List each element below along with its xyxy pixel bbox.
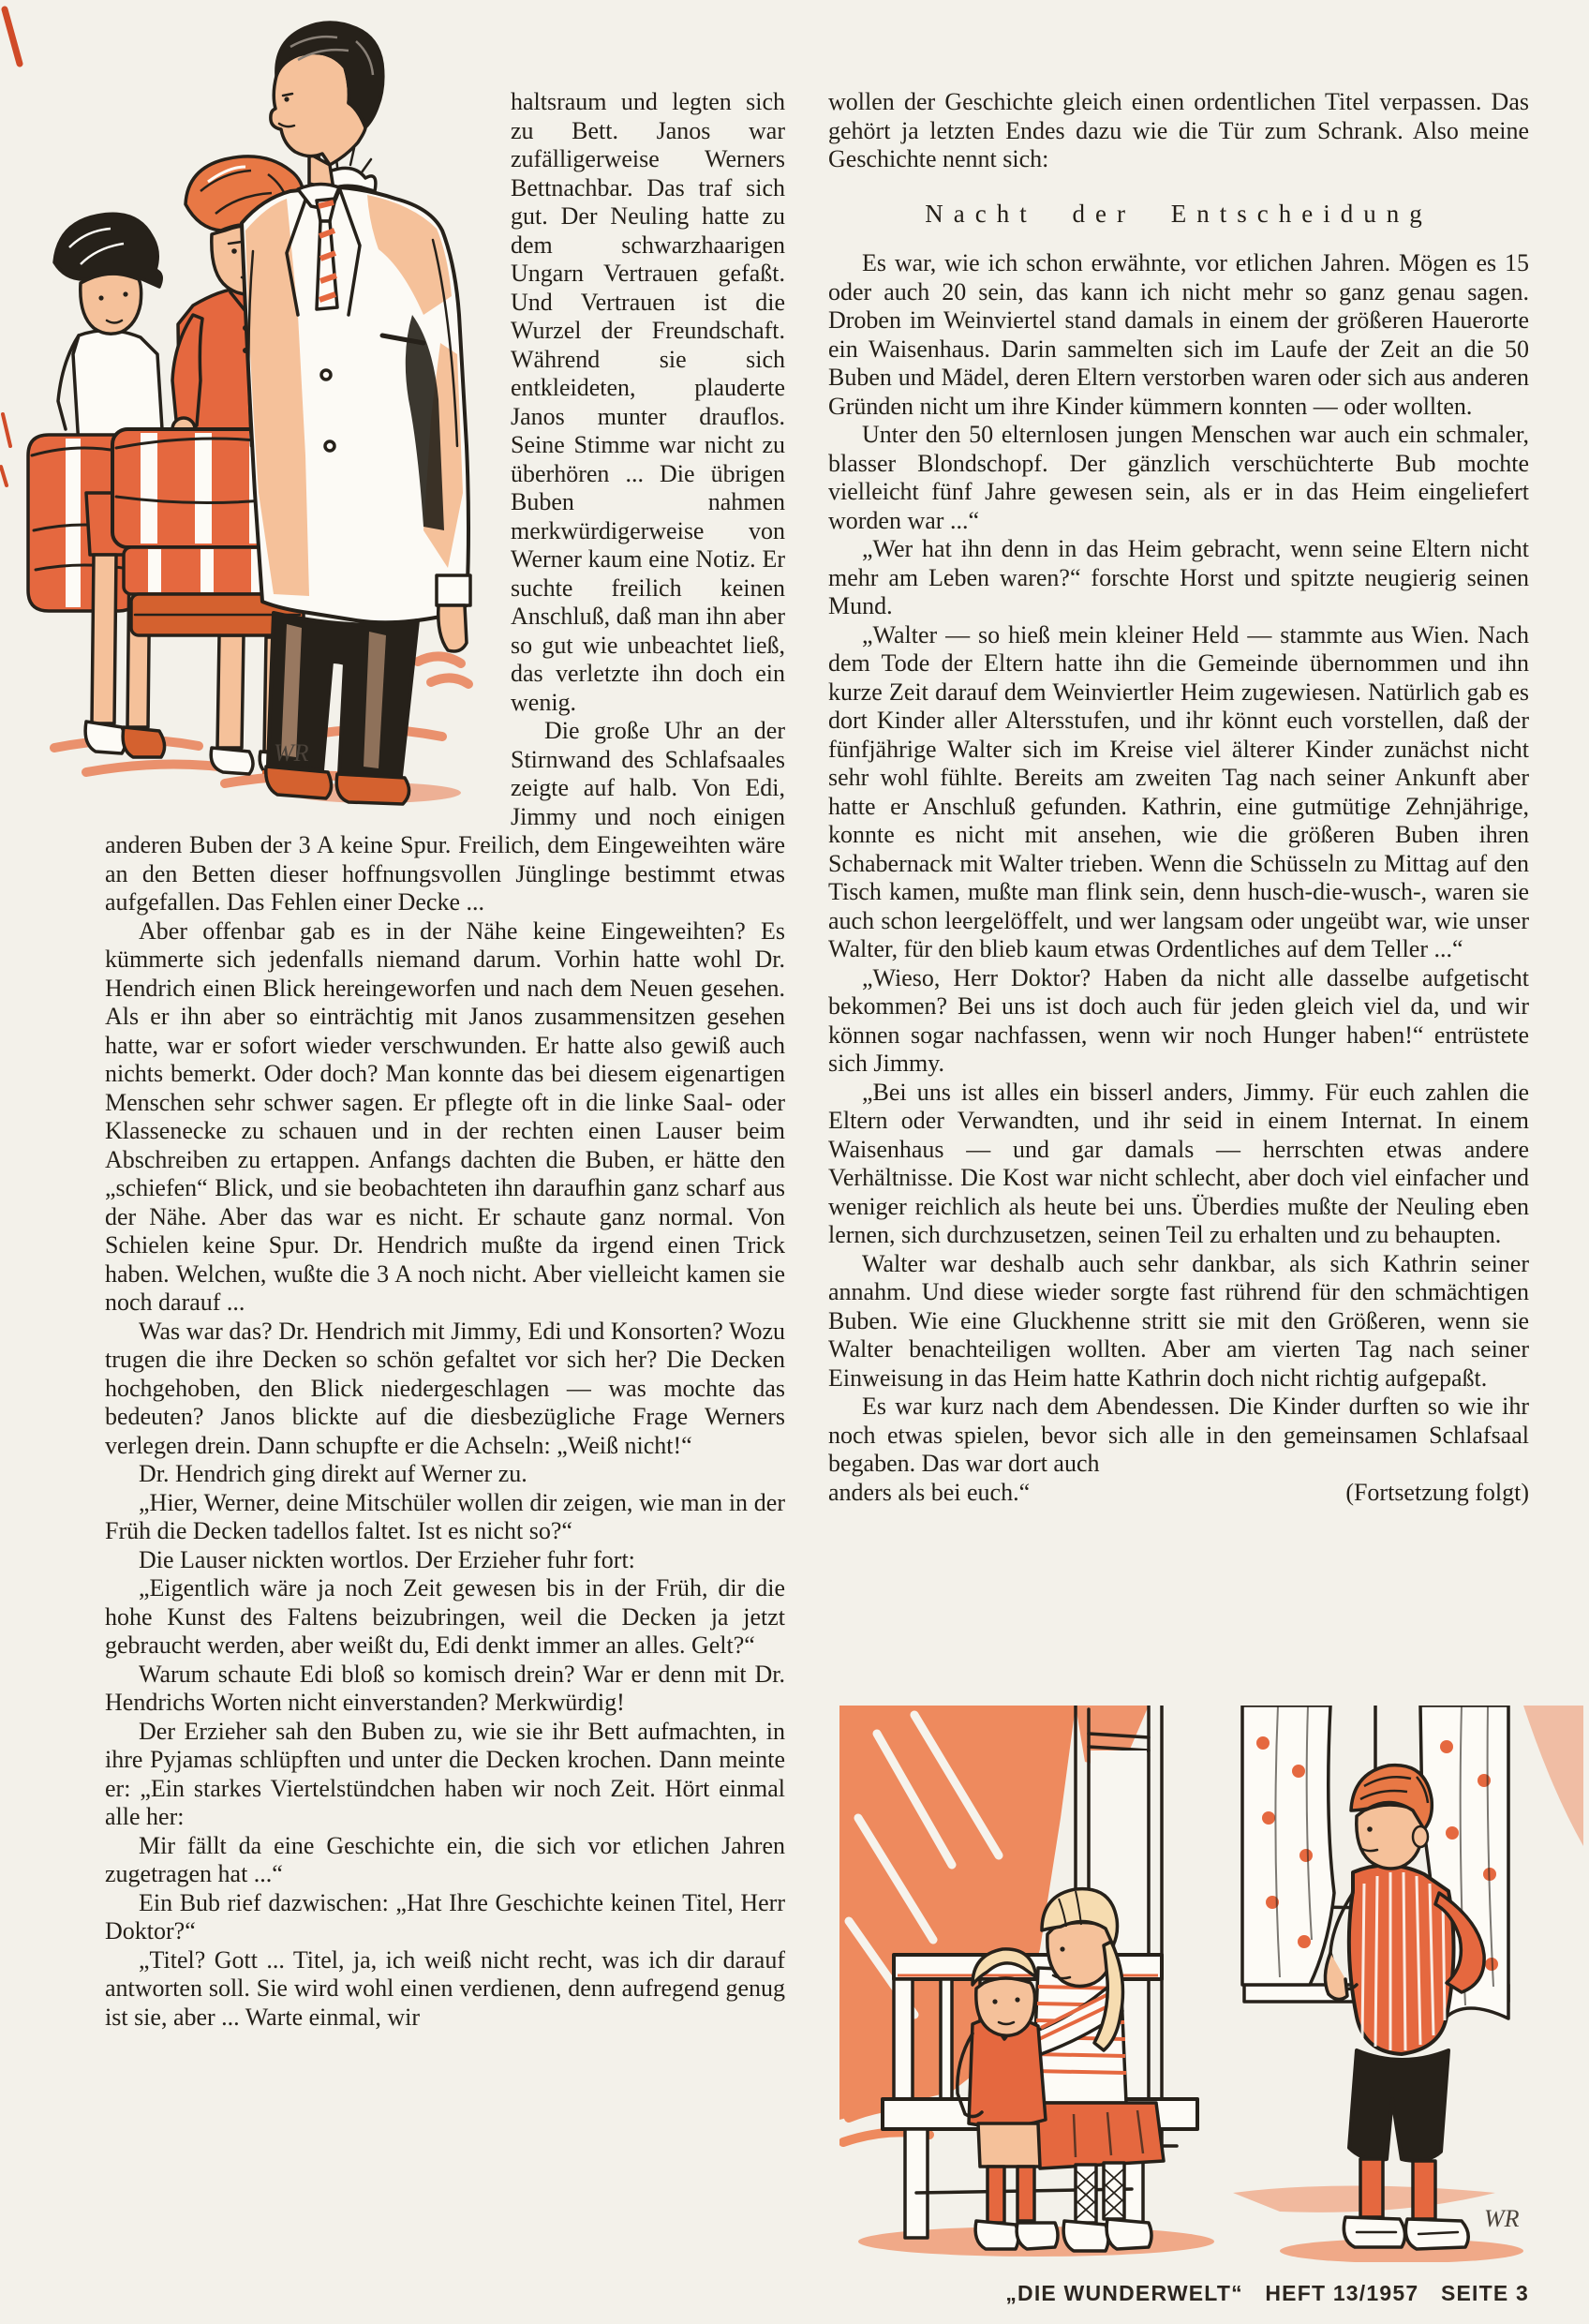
artist-signature: WR [274,739,309,767]
story-last-line [828,1479,1529,1508]
story-paragraph: wollen der Geschichte gleich einen ordentlichen Titel verpassen. Das gehört ja letzten Endes dazu wie die Tür zum Schrank. Also meine Geschichte nennt sich: [828,88,1529,172]
story-paragraph: Es war kurz nach dem Abendessen. Die Kinder durften so wie ihr noch etwas spielen, bevor sich alle in den gemeinsamen Schlafsaal begaben. Das war dort auch [828,1393,1529,1477]
story-title: Nacht der Entscheidung [925,199,1433,228]
curtain-left [1242,1706,1334,1985]
story-paragraph: Ein Bub rief dazwischen: „Hat Ihre Geschichte keinen Titel, Herr Doktor?“ [105,1888,785,1944]
story-paragraph: „Hier, Werner, deine Mitschüler wollen dir zeigen, wie man in der Früh die Decken tadellos faltet. Ist es nicht so?“ [105,1488,785,1544]
story-paragraph: Warum schaute Edi bloß so komisch drein? War er denn mit Dr. Hendrichs Worten nicht einverstanden? Merkwürdig! [105,1660,785,1716]
page-number: SEITE 3 [1440,2281,1529,2305]
story-paragraph: „Walter — so hieß mein kleiner Held — stammte aus Wien. Nach dem Tode der Eltern hatte ihn die Gemeinde übernommen und ihn kurze Zeit darauf dem Weinviertler Heim zugewiesen. Natürlich gab es dort Kinder aller Altersstufen, und ihr könnt euch vorstellen, daß der fünfjährige Walter sich im Kreise viel älterer Kinder zunächst nicht sehr wohl fühlte. Bereits am zweiten Tag nach seiner Ankunft aber hatte er Anschluß gefunden. Kathrin, eine gutmütige Zehnjährige, konnte es nicht mit ansehen, wie die größeren Buben ihren Schabernack mit Walter trieben. Wenn die Schüsseln zu Mittag auf den Tisch kamen, mußte man flink sein, denn husch-die-wusch-, waren sie auch schon leergelöffelt, und wer langsam oder ungeübt war, wie unser Walter, für den blieb kaum etwas Ordentliches auf dem Teller ...“ [828,620,1529,962]
story-paragraph: Mir fällt da eine Geschichte ein, die sich vor etlichen Jahren zugetragen hat ...“ [105,1831,785,1887]
story-paragraph: „Wieso, Herr Doktor? Haben da nicht alle dasselbe aufgetischt bekommen? Bei uns ist doch auch für jeden gleich viel da, und wir können sogar nachfassen, wenn wir noch Hunger haben!“ entrüstete sich Jimmy. [828,963,1529,1077]
story-paragraph: Unter den 50 elternlosen jungen Menschen war auch ein schmaler, blasser Blondschopf. Der gänzlich verschüchterte Bub mochte vielleicht fünf Jahre gewesen sein, als er in das Heim eingeliefert worden war ...“ [828,421,1529,534]
right-column [828,88,1529,1507]
red-ink-mark [5,9,20,64]
story-paragraph: „Wer hat ihn denn in das Heim gebracht, wenn seine Eltern nicht mehr am Leben waren?“ forschte Horst und spitzte neugierig seinen Mund. [828,535,1529,619]
story-paragraph: „Bei uns ist alles ein bisserl anders, Jimmy. Für euch zahlen die Eltern oder Verwandten, und ihr seid in einem Internat. In einem Waisenhaus — und gar damals — herrschten etwas andere Verhältnisse. Die Kost war nicht schlecht, aber doch viel einfacher und weniger reichlich als heute bei uns. Überdies mußte der Neuling eben lernen, sich durchzusetzen, seinen Teil zu erhalten und zu behaupten. [828,1078,1529,1248]
story-paragraph: Dr. Hendrich ging direkt auf Werner zu. [139,1460,527,1487]
story-paragraph: Der Erzieher sah den Buben zu, wie sie ihr Bett aufmachten, in ihre Pyjamas schlüpften und unter die Decken krochen. Dann meinte er: „Ein starkes Viertelstündchen haben wir noch Zeit. Hört einmal alle her: [105,1717,785,1830]
story-paragraph: Was war das? Dr. Hendrich mit Jimmy, Edi und Konsorten? Wozu trugen die ihre Decken so schön gefaltet vor sich her? Die Decken hochgehoben, den Blick niedergeschlagen — was mochte das bedeuten? Janos blickte auf die diesbezügliche Frage Werners verlegen drein. Dann schupfte er die Achseln: „Weiß nicht!“ [105,1317,785,1459]
magazine-title: „DIE WUNDERWELT“ [1005,2281,1243,2305]
page-footer [828,2281,1529,2306]
continuation-note: (Fortsetzung folgt) [1345,1478,1529,1506]
story-paragraph: haltsraum und legten sich zu Bett. Janos war zufälligerweise Werners Bettnachbar. Das traf sich gut. Der Neuling hatte zu dem schwarzhaarigen Ungarn Vertrauen gefaßt. Und Vertrauen ist die Wurzel der Freundschaft. Während sie sich entkleideten, plauderte Janos munter drauflos. Seine Stimme war nicht zu überhören ... Die übrigen Buben nahmen merkwürdigerweise von Werner kaum eine Notiz. Er suchte freilich keinen Anschluß, daß man ihn aber so gut wie unbeachtet ließ, das verletzte ihn doch ein wenig. [511,88,785,716]
story-paragraph: Walter war deshalb auch sehr dankbar, als sich Kathrin seiner annahm. Und diese wieder sorgte fast rührend für den schmächtigen Buben. Wie eine Gluckhenne stritt sie mit den Größeren, wenn sie Walter benachteiligen wollten. Aber am vierten Tag nach seiner Einweisung in das Heim hatte Kathrin doch nicht richtig aufgepaßt. [828,1249,1529,1392]
story-last-line-text: anders als bei euch.“ [828,1478,1031,1506]
story-paragraph: Es war, wie ich schon erwähnte, vor etlichen Jahren. Mögen es 15 oder auch 20 sein, das kann ich nicht mehr so ganz genau sagen. Droben im Weinviertel stand damals in einem der größeren Hauerorte ein Waisenhaus. Darin sammelten sich im Laufe der Zeit an die 50 Buben und Mädel, deren Eltern verstorben waren oder sich aus anderen Gründen nicht um ihre Kinder kümmern konnten — oder wollten. [828,249,1529,420]
story-paragraph: Die große Uhr an der Stirnwand des Schlafsaales zeigte auf halb. Von Edi, Jimmy und noch einigen anderen Buben der 3 A keine Spur. Freilich, dem Eingeweihten wäre an den Betten dieser hoffnungsvollen Jünglinge bestimmt etwas aufgefallen. Das Fehlen einer Decke ... [105,717,785,916]
issue-number: HEFT 13/1957 [1265,2281,1419,2305]
left-column [105,88,785,2032]
artist-signature: WR [1484,2205,1520,2232]
illustration-spacer [0,88,511,808]
story-paragraph: „Titel? Gott ... Titel, ja, ich weiß nicht recht, was ich dir darauf antworten soll. Sie wird wohl einen verdienen, denn aufregend genug ist sie, aber ... Warte einmal, wir [105,1945,785,2031]
story-paragraph: „Eigentlich wäre ja noch Zeit gewesen bis in der Früh, dir die hohe Kunst des Faltens beizubringen, weil die Decken ja jetzt gebraucht werden, aber weißt du, Edi denkt immer an alles. Gelt?“ [105,1574,785,1659]
story-paragraph: Die Lauser nickten wortlos. Der Erzieher fuhr fort: [139,1545,635,1573]
illustration-bench-scene [839,1706,1583,2262]
story-paragraph: Aber offenbar gab es in der Nähe keine Eingeweihten? Es kümmerte sich jedenfalls niemand darum. Vorhin hatte wohl Dr. Hendrich einen Blick hereingeworfen und nach dem Neuen gesehen. Als er ihn aber so einträchtig mit Janos zusammensitzen gesehen hatte, war er sofort wieder verschwunden. Er hatte also gewiß auch nichts bemerkt. Oder doch? Man konnte das bei diesem eigenartigen Menschen sehr schwer sagen. Er pflegte oft in die linke Saal- oder Klassenecke zu schauen und in der rechten einen Lauser beim Abschreiben zu ertappen. Anfangs dachten die Buben, er hätte den „schiefen“ Blick, und sie beobachteten ihn daraufhin ganz scharf aus der Nähe. Aber das war es nicht. Er schaute ganz normal. Von Schielen keine Spur. Dr. Hendrich mußte da irgend einen Trick haben. Welchen, wußte die 3 A noch nicht. Aber vielleicht kamen sie noch darauf ... [105,916,785,1316]
girl-tights [1076,2163,1124,2223]
